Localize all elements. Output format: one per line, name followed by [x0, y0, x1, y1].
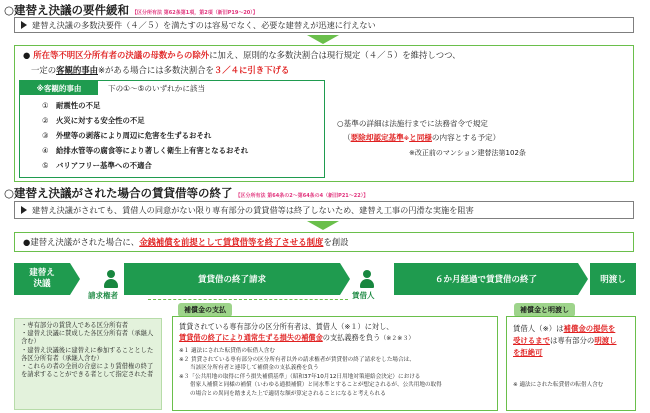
flow-resolution: 建替え 決議 — [14, 263, 70, 295]
section2-problem: 建替え決議がされても、賃借人の同意がない限り専有部分の賃貸借等は終了しないため、建替え工事の円滑な実施を阻害 — [14, 201, 634, 219]
claimant-item: ・専有部分の賃貸人である区分所有者 — [21, 322, 129, 329]
claimant-item: ・建替え決議後に建替えに参加することとした各区分所有者（承継人含む） — [21, 346, 154, 362]
eviction-line-1: 賃借人（※）は補償金の提供を — [513, 324, 616, 333]
section1-title: ○建替え決議の要件緩和 【区分所有法 第62条第1項，第2項（新旧P19～20）】 — [4, 3, 258, 17]
compensation-box — [172, 316, 498, 411]
compensation-line-2: 賃貸借の終了により通常生ずる損失の補償金の支払義務を負う（※２※３） — [179, 333, 415, 342]
section1-ref: 【区分所有法 第62条第1項，第2項（新旧P19～20）】 — [132, 10, 258, 16]
reform-line-2: 一定の客観的事由※がある場合には多数決割合を３／４に引き下げる — [31, 65, 290, 75]
triangle-icon — [21, 206, 27, 214]
claimant-label: 請求権者 — [88, 291, 118, 300]
person-icon — [360, 270, 374, 288]
eviction-box — [506, 316, 636, 411]
standard-note: ○基準の詳細は法施行までに法務省令で規定 （要除却認定基準※と同様の内容とする予定） ※改正前のマンション建替法第102条 — [337, 119, 526, 157]
compensation-line-1: 賃貸されている専有部分の区分所有者は、賃借人（※１）に対し、 — [179, 322, 394, 331]
eviction-note: ※ 適法にされた転貸借の転借人含む — [513, 382, 604, 388]
person-icon — [104, 270, 118, 288]
tenant-label: 賃借人 — [352, 291, 375, 300]
reasons-lead: 下の①～⑤のいずれかに該当 — [108, 84, 206, 93]
flow-termination-after-6months: ６か月経過で賃貸借の終了 — [394, 263, 578, 295]
claimant-item: ・建替え決議に賛成した各区分所有者（承継人含む） — [21, 330, 154, 346]
claim-connector — [148, 299, 348, 300]
flow-eviction: 明渡し — [590, 263, 636, 295]
reason-item: ⑤ バリアフリー基準への不適合 — [42, 161, 152, 170]
section2-ref: 【区分所有法 第64条の2～第64条の4（新旧P21～22）】 — [235, 193, 369, 199]
reason-item: ③ 外壁等の剥落により周辺に危害を生ずるおそれ — [42, 131, 212, 140]
eviction-line-2: 受けるまでは専有部分の明渡し — [513, 336, 617, 345]
compensation-notes: ※１ 適法にされた転貸借の転借人含む ※２ 賃貸されている専有部分の区分所有者以外の請求権者が賃貸借の終了請求をした場合は、 当該区分所有者と連帯して補償金の支払義務を負う ※３「公共用地の取得に伴う損失補償基準」（昭和37年10月12日用地対策連絡会決定）における 借家人補償と同様の補償（いわゆる通損補償）と同水準とすることが想定されるが、公共用地の取得 の場合との異同を踏まえた上で適切な額が算定されることになると考えられる — [179, 348, 442, 397]
eviction-tag: 補償金と明渡し — [514, 303, 575, 317]
reason-item: ④ 給排水管等の腐食等により著しく衛生上有害となるおそれ — [42, 146, 249, 155]
reform-line-1: ● 所在等不明区分所有者の決議の母数からの除外に加え、原則的な多数決割合は現行規定（４／５）を維持しつつ、 — [23, 50, 461, 60]
section1-reform-box — [14, 45, 634, 182]
flow-termination-request: 賃貸借の終了請求 — [124, 263, 340, 295]
section2-reform: ● 建替え決議がされた場合に、 金銭補償を前提として賃貸借等を終了させる制度 を創設 — [14, 232, 634, 252]
claimants-box — [14, 318, 162, 410]
claimant-item: ・これらの者の全員の合意により賃借権の終了を請求することができる者として指定された者 — [21, 363, 154, 379]
reason-item: ② 火災に対する安全性の不足 — [42, 116, 145, 125]
flow-arrow-icon — [578, 263, 588, 295]
eviction-line-3: を拒絶可 — [513, 348, 543, 357]
reasons-tag: ※客観的事由 — [20, 81, 98, 95]
compensation-tag: 補償金の支払 — [178, 303, 232, 317]
section2-title: ○建替え決議がされた場合の賃貸借等の終了 【区分所有法 第64条の2～第64条の4（新旧P21～22）】 — [4, 186, 369, 200]
down-arrow-icon — [307, 221, 339, 230]
flow-arrow-icon — [340, 263, 350, 295]
reason-item: ① 耐震性の不足 — [42, 101, 101, 110]
reasons-box — [19, 80, 325, 178]
down-arrow-icon — [307, 35, 339, 44]
triangle-icon — [21, 21, 27, 29]
flow-arrow-icon — [70, 263, 80, 295]
section1-problem: 建替え決議の多数決要件（４／５）を満たすのは容易でなく、必要な建替えが迅速に行えない — [14, 17, 634, 33]
reasons-list — [42, 100, 248, 171]
